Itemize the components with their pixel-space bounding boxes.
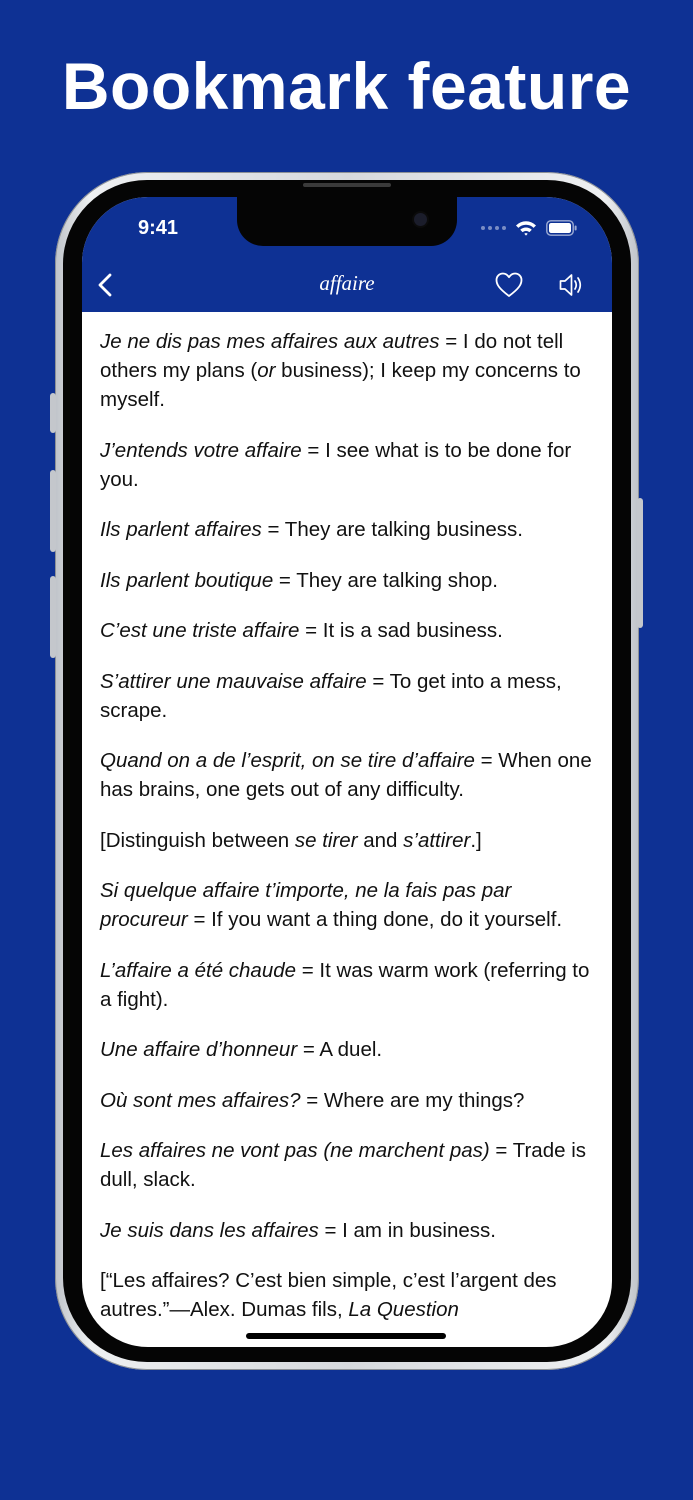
wifi-icon [515,220,537,236]
french-phrase: Les affaires ne vont pas (ne marchent pas) [100,1139,490,1162]
translation-text: = It is a sad business. [299,619,503,642]
french-phrase: s’attirer [403,828,471,852]
notch [237,197,457,246]
translation-text: and [357,828,404,852]
entry-paragraph [100,1216,600,1245]
headline: Bookmark feature [61,49,632,123]
phone-side-button [50,393,56,433]
french-phrase: Une affaire d’honneur [100,1038,298,1061]
entry-paragraph [100,876,600,934]
translation-text: [Distinguish between [100,828,295,852]
entry-paragraph [100,327,600,414]
french-phrase: Je ne dis pas mes affaires aux autres [100,330,440,353]
french-phrase: se tirer [294,828,358,852]
translation-text: = A duel. [297,1038,383,1061]
entry-paragraph [100,1136,600,1194]
french-phrase: or [257,359,276,382]
entry-paragraph [100,667,600,725]
phone-screen [82,197,612,1347]
entry-paragraph [100,515,600,544]
earpiece-speaker [303,183,391,187]
entry-paragraph [100,956,600,1014]
translation-text: [“Les affaires? C’est bien simple, c’est l’argent des autres.”—Alex. Dumas fils, [100,1269,557,1321]
french-phrase: La Question [348,1298,459,1321]
entry-paragraph [100,1266,600,1324]
phone-side-button [50,470,56,552]
translation-text: = To get into a mess, scrape. [100,669,562,722]
translation-text: business); I keep my concerns to myself. [100,359,581,411]
signal-icon [481,226,506,230]
translation-text: = When one has brains, one gets out of any difficulty. [100,749,592,801]
entry-paragraph [100,826,600,855]
status-icons [481,219,578,237]
entry-paragraph [100,1086,600,1115]
french-phrase: Si quelque affaire t’importe, ne la fais pas par procureur [100,879,512,931]
entry-paragraph [100,436,600,494]
french-phrase: L’affaire a été chaude [100,958,297,982]
entry-paragraph [100,746,600,804]
status-time: 9:41 [138,217,179,239]
french-phrase: C’est une triste affaire [100,619,300,642]
phone-side-button [637,498,643,628]
translation-text: = They are talking shop. [273,568,498,592]
french-phrase: J’entends votre affaire [100,438,302,462]
french-phrase: S’attirer une mauvaise affaire [100,669,367,693]
translation-text: = I do not tell others my plans ( [100,330,564,382]
speaker-icon[interactable] [558,271,584,299]
entry-paragraph [100,616,600,645]
french-phrase: Où sont mes affaires? [100,1088,301,1112]
entry-paragraph [100,1035,600,1064]
translation-text: = Where are my things? [300,1088,525,1112]
translation-text: = I see what is to be done for you. [100,438,572,491]
translation-text: = They are talking business. [261,518,523,541]
french-phrase: Je suis dans les affaires [100,1218,319,1242]
entry-paragraph [100,566,600,595]
translation-text: = If you want a thing done, do it yourself. [187,908,563,931]
front-camera [414,213,427,226]
phone-side-button [50,576,56,658]
entry-title: affaire [319,271,375,295]
home-indicator [246,1333,446,1339]
french-phrase: Ils parlent affaires [100,518,262,541]
french-phrase: Quand on a de l’esprit, on se tire d’affaire [100,749,475,772]
app-header [82,197,612,312]
french-phrase: Ils parlent boutique [100,568,274,592]
translation-text: .] [470,828,482,852]
translation-text: = It was warm work (referring to a fight). [100,958,590,1011]
translation-text: = Trade is dull, slack. [100,1139,587,1191]
translation-text: = I am in business. [318,1218,496,1242]
heart-icon[interactable] [495,272,523,298]
battery-icon [546,220,578,236]
entry-content [100,327,600,1346]
